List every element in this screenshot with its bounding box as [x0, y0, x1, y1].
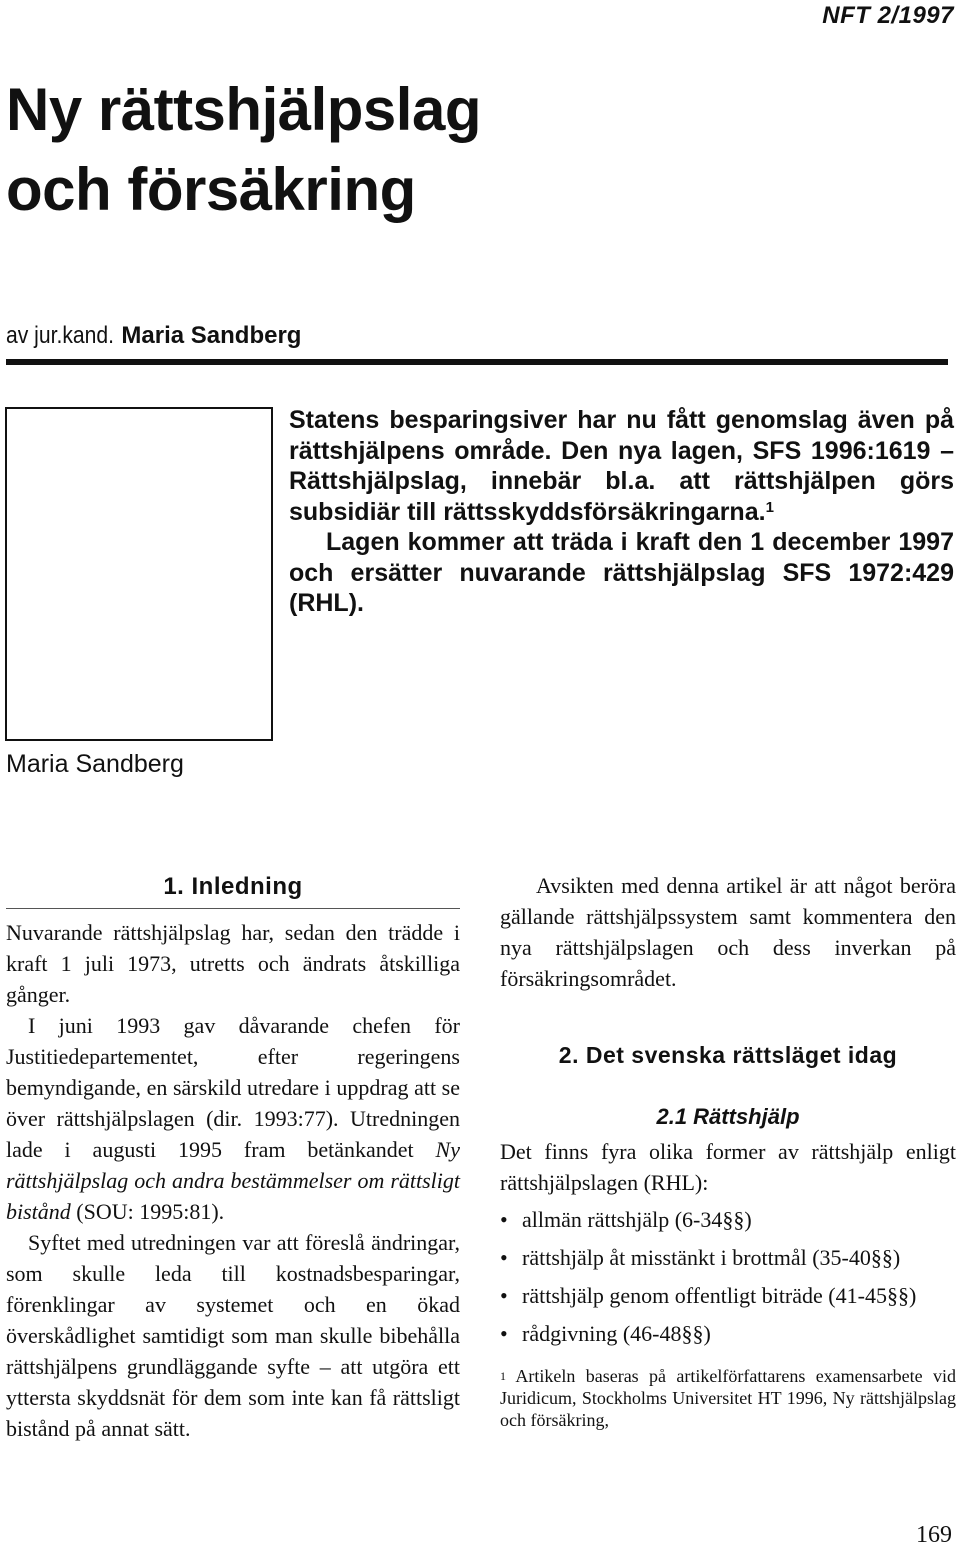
footnote: $^1$ Artikeln baseras på artikelförfattarens examensarbete vid Juridicum, Stockholms Universitet HT 1996, Ny rättshjälpslag och försäkring, — [500, 1366, 956, 1430]
list-item: • allmän rättshjälp (6-34§§) — [500, 1204, 956, 1235]
photo-caption: Maria Sandberg — [6, 750, 184, 778]
byline-prefix: av jur.kand. — [6, 322, 115, 349]
journal-issue: NFT 2/1997 — [822, 2, 954, 29]
paragraph: I juni 1993 gav dåvarande chefen för Justitiedepartementet, efter regeringens bemyndigande, en särskild utredare i uppdrag att se över rättshjälpslagen (dir. 1993:77). Utredningen lade i augusti 1995 fram betänkandet Ny rättshjälpslag och andra bestämmelser om rättsligt bistånd (SOU: 1995:81). — [6, 1013, 460, 1224]
title-line-2: och försäkring — [6, 156, 416, 223]
subsection-heading-2-1: 2.1 Rättshjälp — [656, 1104, 800, 1129]
bullet-icon: • — [500, 1207, 508, 1232]
section-heading-2: 2. Det svenska rättsläget idag — [558, 1042, 898, 1068]
author-name: Maria Sandberg — [121, 322, 302, 349]
list-item: • rättshjälp åt misstänkt i brottmål (35-40§§) — [500, 1242, 956, 1273]
ingress-paragraph-2: Lagen kommer att träda i kraft den 1 december 1997 och ersätter nuvarande rättshjälpslag SFS 1972:429 (RHL). — [289, 528, 954, 617]
bullet-icon: • — [500, 1245, 508, 1270]
legal-aid-forms-list — [500, 1204, 956, 1349]
footnote-mark: 1 — [500, 1369, 506, 1383]
paragraph: Det finns fyra olika former av rättshjälp enligt rättshjälpslagen (RHL): — [500, 1139, 956, 1195]
ingress-paragraph-1: Statens besparingsiver har nu fått genomslag även på rättshjälpens område. Den nya lagen, SFS 1996:1619 – Rättshjälpslag, innebär bl.a. att rättshjälpen görs subsidiär till rättsskyddsförsäkringarna.$^1$ — [289, 406, 954, 526]
paragraph: Nuvarande rättshjälpslag har, sedan den trädde i kraft 1 juli 1973, utretts och ändrats åtskilliga gånger. — [6, 920, 460, 1007]
column-left — [6, 870, 460, 1444]
paragraph: Avsikten med denna artikel är att något beröra gällande rättshjälpssystem samt kommentera den nya rättshjälpslagen och dess inverkan på försäkringsområdet. — [500, 873, 956, 991]
bullet-icon: • — [500, 1321, 508, 1346]
byline — [6, 322, 301, 350]
page-number: 169 — [916, 1522, 952, 1548]
list-item: • rättshjälp genom offentligt biträde (41-45§§) — [500, 1280, 956, 1311]
list-item: • rådgivning (46-48§§) — [500, 1318, 956, 1349]
section-heading-1: 1. Inledning — [6, 870, 460, 909]
ingress — [289, 405, 954, 619]
bullet-icon: • — [500, 1283, 508, 1308]
paragraph: Syftet med utredningen var att föreslå ändringar, som skulle leda till kostnadsbesparingar, förenklingar av systemet och en ökad överskådlighet samtidigt som man skulle bibehålla rättshjälpens grundläggande syfte – att utgöra ett yttersta skyddsnät för dem som inte kan få rättsligt bistånd på annat sätt. — [6, 1230, 460, 1441]
author-photo-frame — [5, 407, 273, 741]
column-right — [500, 870, 956, 1431]
article-title — [6, 70, 906, 230]
title-rule — [6, 359, 948, 365]
report-title: Ny rättshjälpslag och andra bestämmelser om rättsligt bistånd — [6, 1137, 460, 1224]
footnote-ref[interactable]: 1 — [765, 498, 774, 516]
title-line-1: Ny rättshjälpslag — [6, 76, 481, 143]
